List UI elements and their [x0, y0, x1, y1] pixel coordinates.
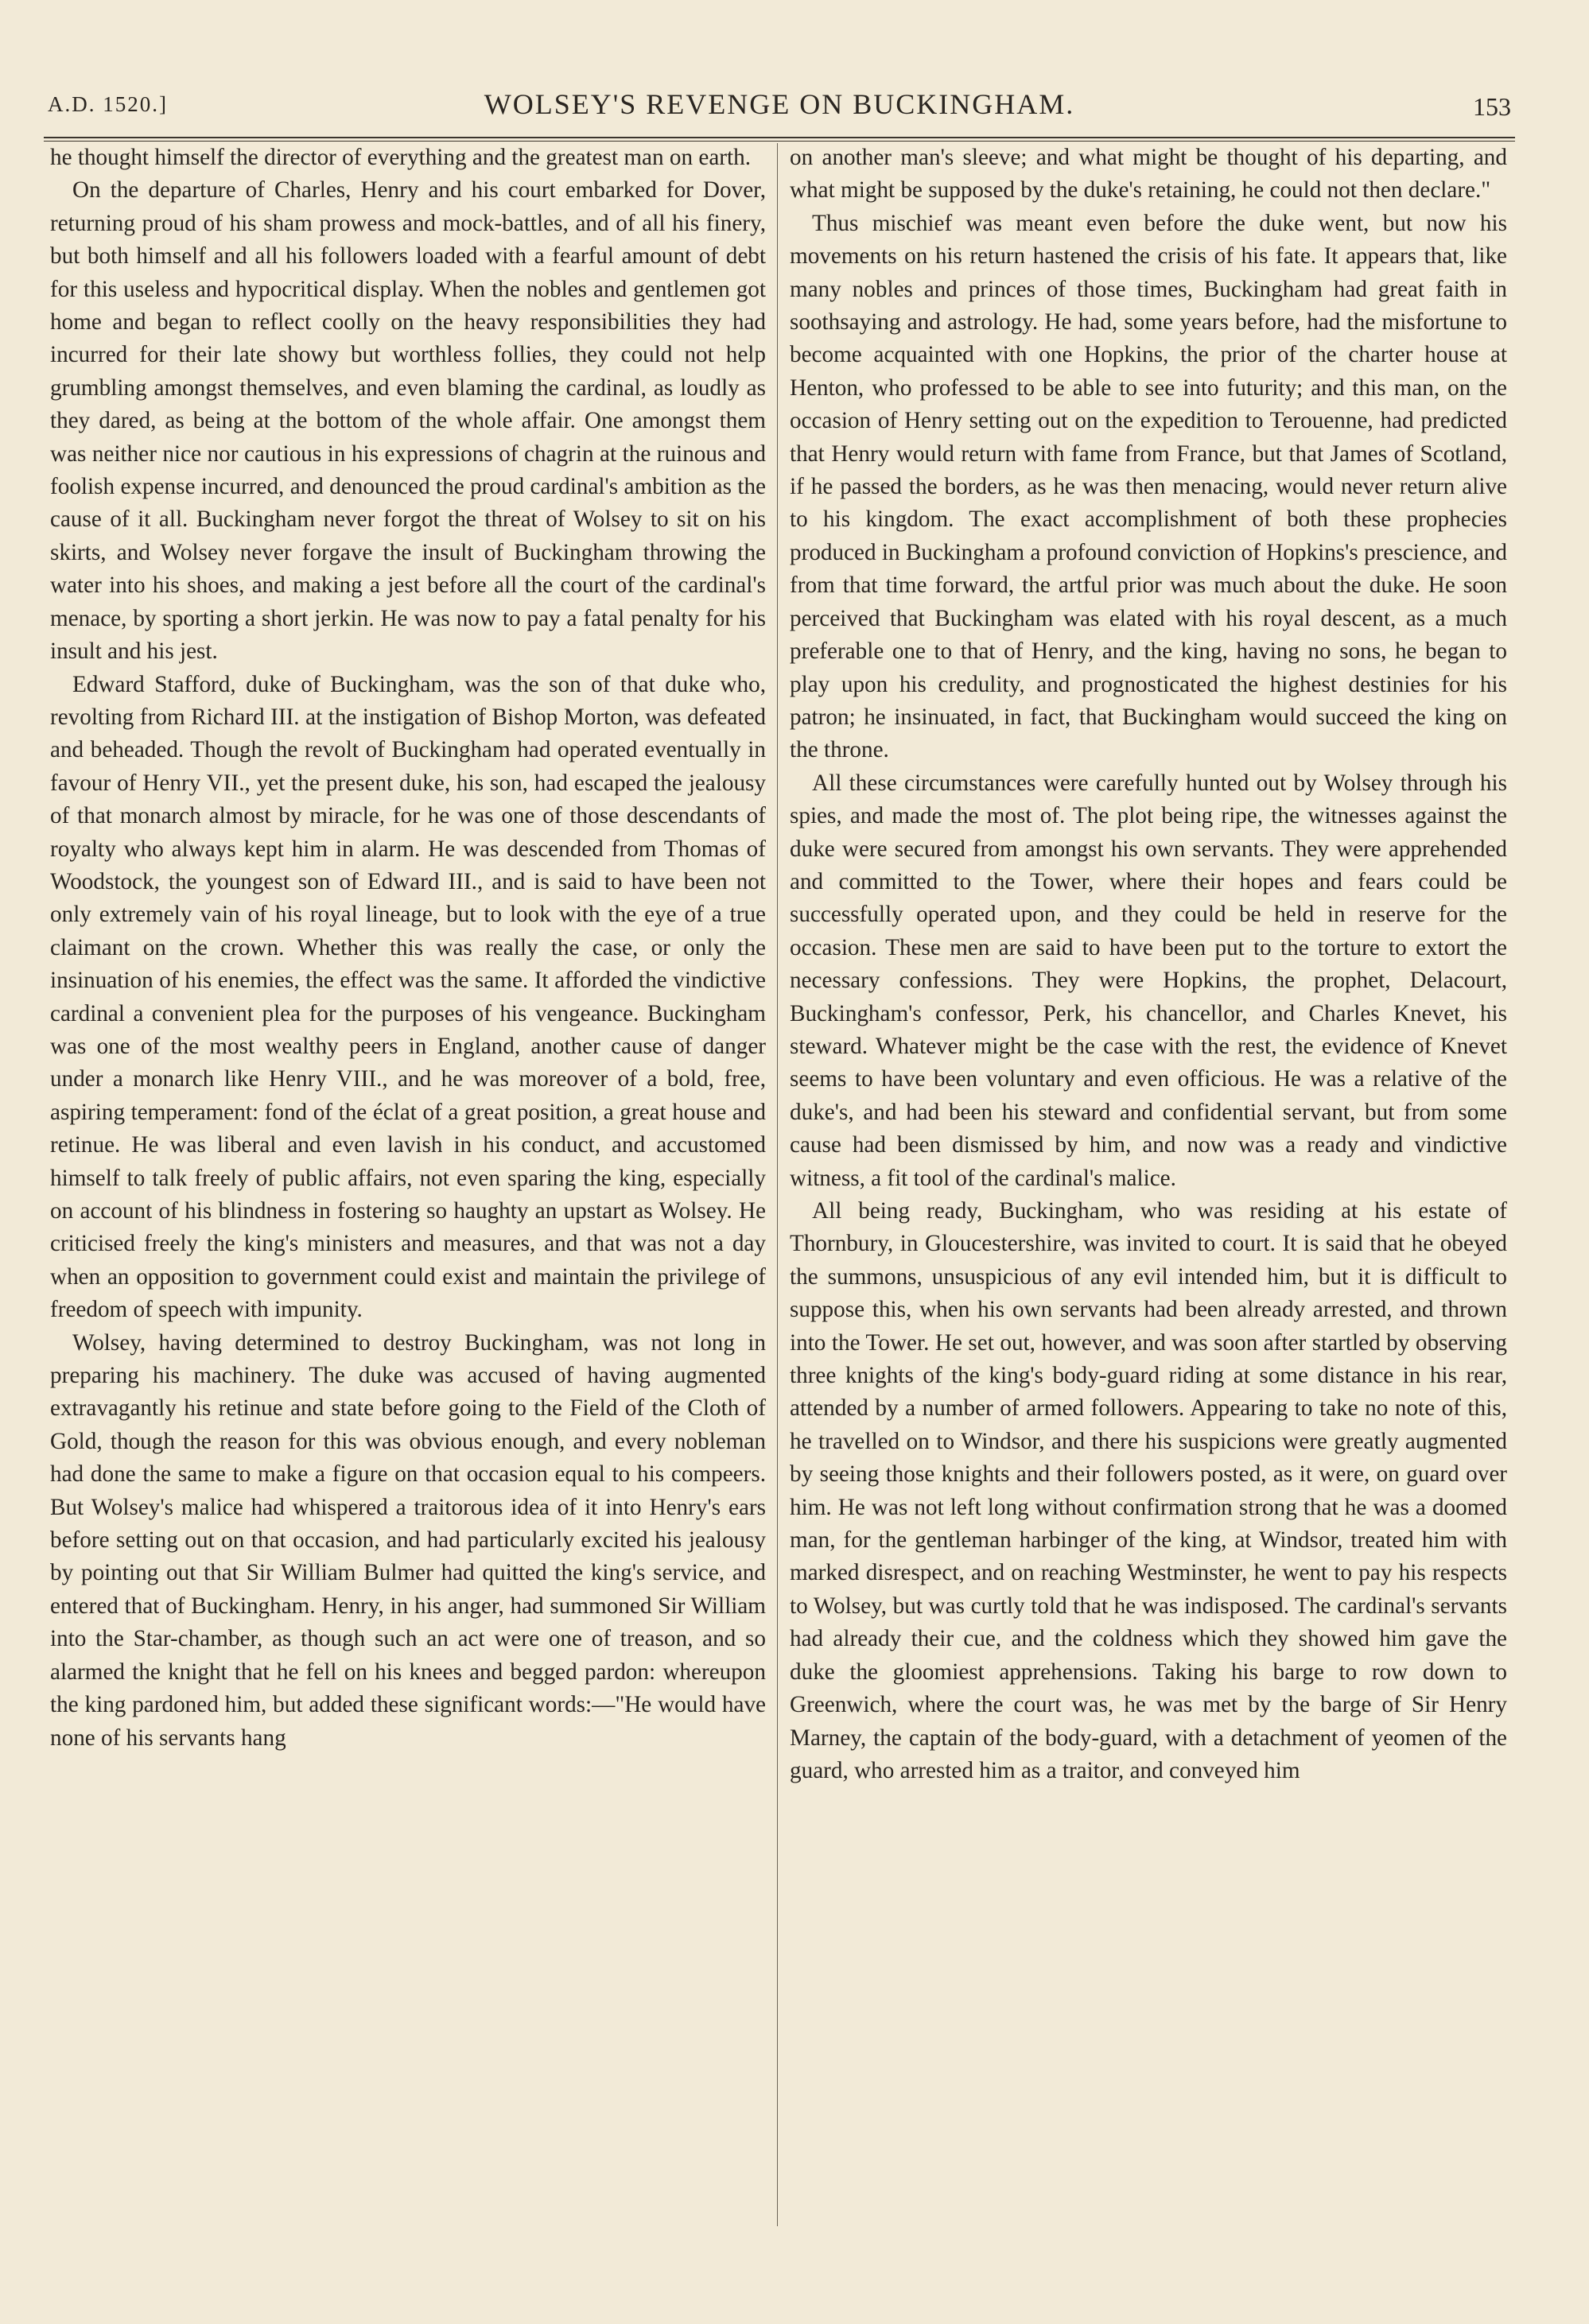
paragraph: All being ready, Buckingham, who was residing at his estate of Thornbury, in Gloucestershire, was invited to court. It is said that he obeyed the summons, unsuspicious of any evil intended him, but it is difficult to suppose this, when his own servants had been already arrested, and thrown into the Tower. He set out, however, and was soon after startled by observing three knights of the king's body-guard riding at some distance in his rear, attended by a number of armed followers. Appearing to take no note of this, he travelled on to Windsor, and there his suspicions were greatly augmented by seeing those knights and their followers posted, as it were, on guard over him. He was not left long without confirmation strong that he was a doomed man, for the gentleman harbinger of the king, at Windsor, treated him with marked disrespect, and on reaching Westminster, he went to pay his respects to Wolsey, but was curtly told that he was indisposed. The cardinal's servants had already their cue, and the coldness which they showed him gave the duke the gloomiest apprehensions. Taking his barge to row down to Greenwich, where the court was, he was met by the barge of Sir Henry Marney, the captain of the body-guard, with a detachment of yeomen of the guard, who arrested him as a traitor, and conveyed him	[790, 1198, 1507, 1783]
right-column	[790, 142, 1507, 2225]
header-title: WOLSEY'S REVENGE ON BUCKINGHAM.	[484, 88, 1075, 120]
paragraph: Wolsey, having determined to destroy Buckingham, was not long in preparing his machinery. The duke was accused of having augmented extravagantly his retinue and state before going to the Field of the Cloth of Gold, though the reason for this was obvious enough, and every nobleman had done the same to make a figure on that occasion equal to his compeers. But Wolsey's malice had whispered a traitorous idea of it into Henry's ears before setting out on that occasion, and had particularly excited his jealousy by pointing out that Sir William Bulmer had quitted the king's service, and entered that of Buckingham. Henry, in his anger, had summoned Sir William into the Star-chamber, as though such an act were one of treason, and so alarmed the knight that he fell on his knees and begged pardon: whereupon the king pardoned him, but added these significant words:—"He would have none of his servants hang	[50, 1329, 766, 1751]
paragraph: Edward Stafford, duke of Buckingham, was the son of that duke who, revolting from Richard III. at the instigation of Bishop Morton, was defeated and beheaded. Though the revolt of Buckingham had operated eventually in favour of Henry VII., yet the present duke, his son, had escaped the jealousy of that monarch almost by miracle, for he was one of those descendants of royalty who always kept him in alarm. He was descended from Thomas of Woodstock, the youngest son of Edward III., and is said to have been not only extremely vain of his royal lineage, but to look with the eye of a true claimant on the crown. Whether this was really the case, or only the insinuation of his enemies, the effect was the same. It afforded the vindictive cardinal a convenient plea for the purposes of his vengeance. Buckingham was one of the most wealthy peers in England, another cause of danger under a monarch like Henry VIII., and he was moreover of a bold, free, aspiring temperament: fond of the éclat of a great position, a great house and retinue. He was liberal and even lavish in his conduct, and accustomed himself to talk freely of public affairs, not even sparing the king, especially on account of his blindness in fostering so haughty an upstart as Wolsey. He criticised freely the king's ministers and measures, and that was not a day when an opposition to government could exist and maintain the privilege of freedom of speech with impunity.	[50, 671, 766, 1323]
page-number: 153	[1473, 92, 1511, 121]
left-column	[50, 142, 766, 2225]
paragraph: All these circumstances were carefully hunted out by Wolsey through his spies, and made the most of. The plot being ripe, the witnesses against the duke were secured from amongst his own servants. They were apprehended and committed to the Tower, where their hopes and fears could be successfully operated upon, and they could be held in reserve for the occasion. These men are said to have been put to the torture to extort the necessary confessions. They were Hopkins, the prophet, Delacourt, Buckingham's confessor, Perk, his chancellor, and Charles Knevet, his steward. Whatever might be the case with the rest, the evidence of Knevet seems to have been voluntary and even officious. He was a relative of the duke's, and had been his steward and confidential servant, but from some cause had been dismissed by him, and now was a ready and vindictive witness, a fit tool of the cardinal's malice.	[790, 770, 1507, 1191]
running-header	[48, 87, 1511, 127]
paragraph: he thought himself the director of everything and the greatest man on earth.	[50, 145, 752, 170]
column-divider	[777, 143, 778, 2226]
paragraph: Thus mischief was meant even before the duke went, but now his movements on his return hastened the crisis of his fate. It appears that, like many nobles and princes of those times, Buckingham had great faith in soothsaying and astrology. He had, some years before, had the misfortune to become acquainted with one Hopkins, the prior of the charter house at Henton, who professed to be able to see into futurity; and this man, on the occasion of Henry setting out on the expedition to Terouenne, had predicted that Henry would return with fame from France, but that James of Scotland, if he passed the borders, as he was then menacing, would never return alive to his kingdom. The exact accomplishment of both these prophecies produced in Buckingham a profound conviction of Hopkins's prescience, and from that time forward, the artful prior was much about the duke. He soon perceived that Buckingham was elated with his royal descent, as a much preferable one to that of Henry, and the king, having no sons, he began to play upon his credulity, and prognosticated the highest destinies for his patron; he insinuated, in fact, that Buckingham would succeed the king on the throne.	[790, 210, 1507, 763]
paragraph: on another man's sleeve; and what might be thought of his departing, and what might be supposed by the duke's retaining, he could not then declare."	[790, 145, 1507, 204]
header-rule	[44, 137, 1515, 138]
paragraph: On the departure of Charles, Henry and his court embarked for Dover, returning proud of his sham prowess and mock-battles, and of all his finery, but both himself and all his followers loaded with a fearful amount of debt for this useless and hypocritical display. When the nobles and gentlemen got home and began to reflect coolly on the heavy responsibilities they had incurred for their late showy but worthless follies, they could not help grumbling amongst themselves, and even blaming the cardinal, as loudly as they dared, as being at the bottom of the whole affair. One amongst them was neither nice nor cautious in his expressions of chagrin at the ruinous and foolish expense incurred, and denounced the proud cardinal's ambition as the cause of it all. Buckingham never forgot the threat of Wolsey to sit on his skirts, and Wolsey never forgave the insult of Buckingham throwing the water into his shoes, and making a jest before all the court of the cardinal's menace, by sporting a short jerkin. He was now to pay a fatal penalty for his insult and his jest.	[50, 177, 766, 665]
header-date: A.D. 1520.]	[48, 92, 168, 116]
